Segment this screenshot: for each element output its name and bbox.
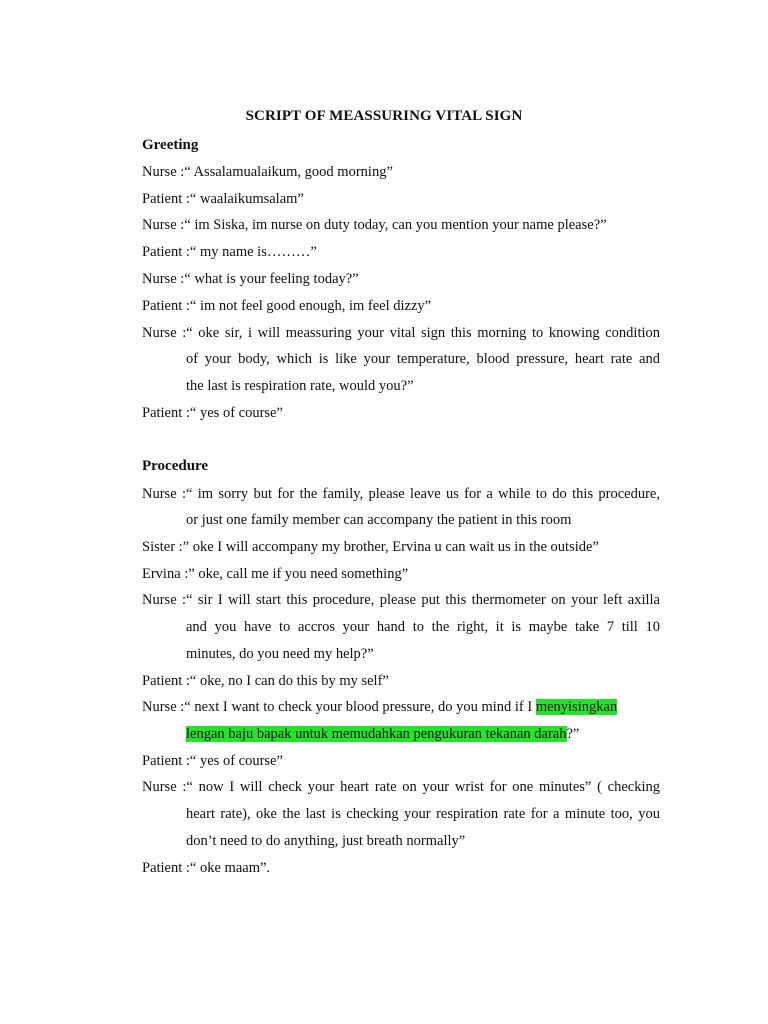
dialogue-line: Patient :“ waalaikumsalam” — [142, 191, 304, 207]
dialogue-continuation: the last is respiration rate, would you?” — [186, 378, 414, 394]
dialogue-text: ?” — [566, 726, 580, 742]
document-title: SCRIPT OF MEASSURING VITAL SIGN — [245, 108, 523, 124]
section-heading-procedure: Procedure — [142, 458, 209, 474]
highlighted-text: lengan baju bapak untuk memudahkan pengukuran tekanan darah — [186, 726, 567, 742]
dialogue-continuation: minutes, do you need my help?” — [186, 646, 374, 662]
dialogue-line: Ervina :” oke, call me if you need something” — [142, 566, 409, 582]
dialogue-line: Patient :“ yes of course” — [142, 753, 283, 769]
dialogue-line: Patient :“ oke, no I can do this by my self” — [142, 673, 389, 689]
dialogue-continuation: or just one family member can accompany the patient in this room — [186, 512, 572, 528]
dialogue-line: Nurse :“ oke sir, i will meassuring your vital sign this morning to knowing condition — [142, 325, 660, 341]
dialogue-continuation: and you have to accros your hand to the right, it is maybe take 7 till 10 — [186, 619, 660, 635]
dialogue-line: Nurse :“ sir I will start this procedure, please put this thermometer on your left axilla — [142, 592, 660, 608]
dialogue-continuation: don’t need to do anything, just breath normally” — [186, 833, 466, 849]
dialogue-line: Sister :” oke I will accompany my brother, Ervina u can wait us in the outside” — [142, 539, 599, 555]
dialogue-line: Patient :“ oke maam”. — [142, 860, 271, 876]
dialogue-line: Patient :“ my name is………” — [142, 244, 317, 260]
dialogue-line: Nurse :“ what is your feeling today?” — [142, 271, 359, 287]
highlighted-text: menyisingkan — [535, 699, 618, 715]
dialogue-line: Nurse :“ im Siska, im nurse on duty today, can you mention your name please?” — [142, 217, 607, 233]
dialogue-line — [142, 699, 617, 716]
dialogue-continuation: heart rate), oke the last is checking your respiration rate for a minute too, you — [186, 806, 660, 822]
section-heading-greeting: Greeting — [142, 137, 199, 153]
dialogue-line: Patient :“ yes of course” — [142, 405, 283, 421]
dialogue-line: Nurse :“ Assalamualaikum, good morning” — [142, 164, 393, 180]
dialogue-continuation: of your body, which is like your temperature, blood pressure, heart rate and — [186, 351, 660, 367]
dialogue-text: Nurse :“ next I want to check your blood pressure, do you mind if I — [142, 699, 536, 715]
dialogue-line: Nurse :“ now I will check your heart rate on your wrist for one minutes” ( checking — [142, 779, 660, 795]
dialogue-line: Nurse :“ im sorry but for the family, please leave us for a while to do this procedure, — [142, 486, 660, 502]
dialogue-continuation — [186, 726, 579, 743]
dialogue-line: Patient :“ im not feel good enough, im feel dizzy” — [142, 298, 432, 314]
